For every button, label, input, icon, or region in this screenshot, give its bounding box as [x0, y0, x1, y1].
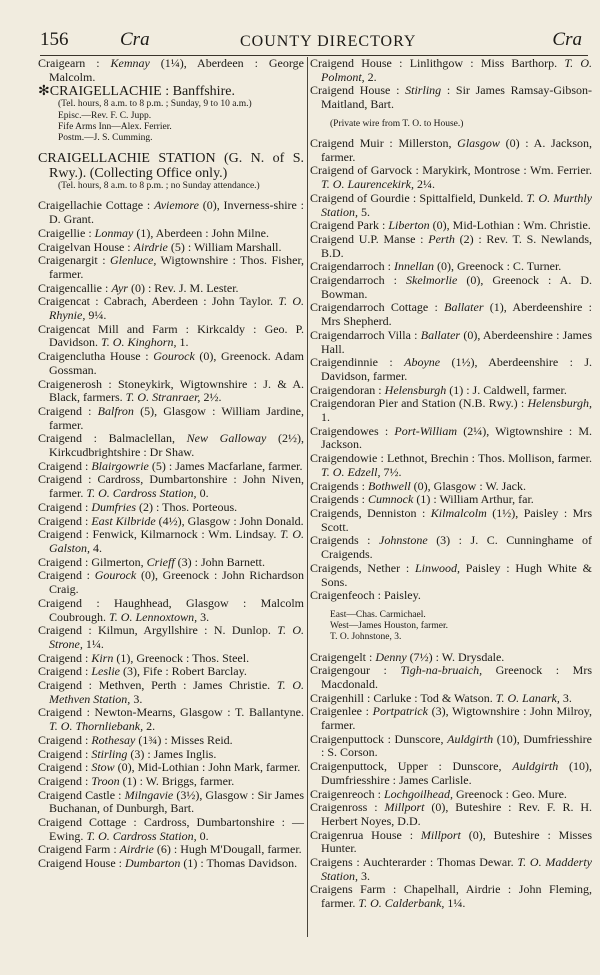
directory-entry [38, 775, 304, 789]
entry-detail: 2. [367, 69, 377, 84]
entry-post-town: Blairgowrie [91, 458, 149, 473]
entry-detail: (6) : Hugh M'Dougall, farmer. [156, 842, 302, 857]
directory-entry [310, 788, 592, 802]
entry-name: CRAIGELLACHIE STATION [38, 151, 216, 167]
entry-name: Craigencat Mill and Farm : Kirkcaldy : Geo. P. Davidson. [38, 321, 304, 350]
entry-detail: Wigtownshire : Thos. Fisher, farmer. [49, 253, 305, 281]
entry-post-town: Bothwell [368, 478, 411, 493]
entry-name: Craigenreoch : [310, 786, 381, 801]
entry-detail: (0), Inverness-shire : D. Grant. [49, 198, 305, 227]
entry-detail: (2) : Thos. Porteous. [139, 499, 238, 514]
entry-post-town: Dumbarton [124, 856, 181, 871]
directory-entry [310, 651, 592, 665]
entry-post-town: T. O. Murthly Station, [321, 190, 593, 219]
directory-entry [310, 692, 592, 706]
entry-post-town: Linwood, [414, 560, 460, 575]
entry-detail: (0), Buteshire : Rev. F. R. H. Herbert Noyes, D.D. [321, 800, 593, 828]
entry-post-town: T. O. Stranraer, [125, 390, 201, 405]
directory-entry [310, 664, 592, 691]
entry-detail: (5) : William Marshall. [170, 239, 282, 254]
entry-post-town: Ballater [444, 300, 484, 315]
spacer [310, 603, 592, 610]
entry-detail: (1¼), Aberdeen : George Malcolm. [49, 56, 304, 84]
directory-entry [310, 164, 592, 191]
entry-detail: 2½. [203, 390, 222, 405]
directory-entry [38, 295, 304, 322]
entry-name: Craigends, Denniston : [310, 506, 426, 520]
entry-post-town: T. O. Rhynie, [49, 294, 304, 323]
entry-name: Craigend of Gourdie : Spittalfield, Dunkeld. [310, 190, 524, 205]
entry-name: Craigend : Methven, Perth : James Christie. [38, 678, 271, 693]
entry-detail: (5), Glasgow : William Jardine, farmer. [49, 403, 305, 432]
entry-detail: (3) : J. C. Cunninghame of Craigends. [321, 533, 593, 562]
directory-entry [38, 473, 304, 500]
entry-post-town: Gourock [94, 568, 137, 583]
entry-detail: (0), Aberdeenshire : James Hall. [321, 327, 593, 356]
entry-name: Craigend of Garvock : Marykirk, Montrose : Wm. Ferrier. [310, 163, 592, 178]
entry-detail: Paisley : Hugh White & Sons. [321, 560, 592, 589]
entry-name: Craigend : [38, 458, 89, 473]
directory-entry [38, 679, 304, 706]
page-header [40, 28, 588, 54]
directory-note: T. O. Johnstone, 3. [330, 632, 402, 643]
directory-entry [38, 350, 304, 377]
entry-name: Craigenross : [310, 800, 378, 815]
entry-name: Craigendowie : Lethnot, Brechin : Thos. Mollison, farmer. [310, 451, 592, 466]
directory-entry [38, 706, 304, 733]
directory-entry [310, 84, 592, 111]
entry-name: Craigendoran Pier and Station (N.B. Rwy.) : [310, 396, 525, 411]
entry-detail: 3. [361, 868, 371, 883]
entry-name: Craigellachie Cottage : [38, 198, 151, 213]
directory-entry [38, 816, 304, 843]
entry-post-town: T. O. Thornliebank, [49, 719, 144, 734]
entry-name: Craigendoran : [310, 382, 382, 397]
entry-name: Craigens Farm : Chapelhall, Airdrie : John Fleming, farmer. [310, 882, 592, 911]
entry-detail: 2. [146, 719, 156, 734]
directory-entry [38, 597, 304, 624]
entry-detail: (3), Fife : Robert Barclay. [123, 664, 247, 679]
entry-name: Craigenclutha House : [38, 349, 149, 364]
entry-post-town: T. O. Lanark, [495, 690, 560, 705]
directory-entry [310, 329, 592, 356]
entry-detail: 0. [199, 828, 209, 843]
entry-name: Craigend Cottage : Cardross, Dumbartonshire : — Ewing. [38, 815, 304, 843]
directory-entry [38, 432, 304, 459]
entry-name: Craigend Castle : [38, 787, 122, 802]
entry-detail: (0), Greenock : John Richardson Craig. [49, 568, 305, 597]
entry-name: Craigend : Cardross, Dumbartonshire : John Niven, farmer. [38, 472, 304, 501]
entry-name: Craigend : Balmaclellan, [38, 431, 175, 446]
entry-detail: (1) : Thomas Davidson. [183, 856, 298, 871]
entry-name: Craigendarroch : [310, 273, 397, 288]
entry-detail: 5. [361, 204, 371, 219]
directory-note: Fife Arms Inn—Alex. Ferrier. [58, 121, 172, 132]
entry-detail: (2) : Rev. T. S. Newlands, B.D. [321, 231, 593, 260]
entry-name: Craigend : [38, 773, 89, 788]
entry-name: Craigend House : [38, 856, 122, 871]
entry-post-town: New Galloway [186, 431, 267, 446]
entry-post-town: Stow [91, 760, 115, 775]
entry-detail: (4½), Glasgow : John Donald. [158, 513, 304, 528]
entry-detail: (1), Greenock : Thos. Steel. [116, 650, 250, 665]
entry-name: Craigend : [38, 403, 92, 418]
left-column [38, 57, 304, 871]
entry-detail: 1. [321, 410, 330, 425]
entry-name: Craigend : Newton-Mearns, Glasgow : T. Ballantyne. [38, 705, 304, 720]
directory-entry [38, 227, 304, 241]
entry-post-town: Helensburgh [384, 382, 447, 397]
entry-name: Craigend : Haughhead, Glasgow : Malcolm Coubrough. [38, 595, 304, 624]
entry-post-town: Cumnock [368, 492, 414, 507]
entry-post-town: T. O. Edzell, [321, 464, 381, 479]
directory-entry [38, 624, 304, 651]
directory-entry [310, 856, 592, 883]
directory-entry [38, 323, 304, 350]
entry-post-town: Leslie [91, 664, 120, 679]
entry-detail: 3. [200, 609, 210, 624]
entry-post-town: Troon [91, 773, 120, 788]
entry-name: Craigends, Nether : [310, 560, 410, 575]
entry-post-town: T. O. Cardross Station, [86, 486, 197, 501]
entry-post-town: Denny [375, 649, 407, 664]
entry-name: Craigenerosh : Stoneykirk, Wigtownshire : J. & A. Black, farmers. [38, 376, 304, 405]
directory-entry [310, 192, 592, 219]
entry-detail: (0), Glasgow : W. Jack. [413, 478, 526, 493]
directory-entry [38, 556, 304, 570]
entry-name: Craigend : Fenwick, Kilmarnock : Wm. Lindsay. [38, 527, 277, 542]
directory-note: Postm.—J. S. Cumming. [58, 133, 153, 144]
directory-entry [310, 274, 592, 301]
entry-detail: 9¼. [88, 308, 107, 323]
entry-detail: Greenock : Mrs Macdonald. [321, 663, 593, 691]
entry-name: Craigenlee : [310, 704, 369, 719]
directory-entry [310, 219, 592, 233]
entry-detail: (3½), Glasgow : Sir James Buchanan, of Dunburgh, Bart. [49, 787, 305, 816]
entry-detail: (0) : Rev. J. M. Lester. [130, 280, 239, 295]
entry-detail: (1¾) : Misses Reid. [138, 732, 233, 747]
entry-detail: (1) : William Arthur, far. [416, 492, 534, 507]
entry-detail: (10), Dumfriesshire : James Carlisle. [321, 759, 593, 787]
entry-name: Craigend : [38, 760, 89, 775]
entry-name: Craigend Park : [310, 218, 386, 233]
entry-detail: (1) : W. Briggs, farmer. [122, 773, 235, 788]
directory-note: (Private wire from T. O. to House.) [330, 118, 464, 129]
entry-name: Craigend Farm : [38, 842, 117, 857]
entry-post-town: Lochgoilhead, [383, 786, 453, 801]
entry-post-town: Kilmalcolm [430, 506, 487, 520]
directory-entry [310, 829, 592, 856]
entry-post-town: Tigh-na-bruaich, [400, 663, 483, 678]
directory-entry [310, 384, 592, 398]
directory-entry [310, 760, 592, 787]
entry-post-town: Skelmorlie [406, 273, 458, 288]
entry-name: Craigend U.P. Manse : [310, 231, 424, 246]
directory-entry [38, 378, 304, 405]
entry-name: Craigengelt : [310, 649, 373, 664]
entry-name: Craigenrua House : [310, 827, 414, 842]
entry-post-town: Airdrie [119, 842, 154, 857]
entry-post-town: Milngavie [124, 787, 174, 802]
directory-entry [310, 57, 592, 84]
entry-detail: (1) : J. Caldwell, farmer. [449, 382, 567, 397]
entry-detail: (3) : James Inglis. [130, 746, 217, 761]
entry-post-town: T. O. Galston, [49, 527, 305, 555]
directory-entry [310, 507, 592, 534]
entry-detail: 2¼. [416, 177, 435, 192]
directory-entry [310, 397, 592, 424]
entry-name: Craigendarroch Cottage : [310, 300, 438, 315]
directory-entry [38, 254, 304, 281]
directory-entry [38, 789, 304, 816]
entry-name: Craigelvan House : [38, 239, 131, 254]
entry-name: Craigendowes : [310, 423, 389, 438]
directory-entry [310, 733, 592, 760]
entry-name: Craigend House : Linlithgow : Miss Barthorp. [310, 56, 558, 70]
entry-name: Craigend : [38, 746, 89, 761]
entry-post-town: Auldgirth [512, 759, 559, 774]
entry-name: Craigend : [38, 499, 89, 514]
entry-detail: 1¼. [447, 896, 466, 911]
entry-post-town: Stirling [91, 746, 128, 761]
directory-note: East—Chas. Carmichael. [330, 609, 426, 620]
entry-detail: (0), Mid-Lothian : John Mark, farmer. [117, 760, 301, 775]
page-title: COUNTY DIRECTORY [240, 33, 417, 50]
directory-entry [310, 589, 592, 603]
entry-name: Craigends : [310, 492, 365, 507]
directory-entry [38, 151, 304, 181]
entry-detail: 1. [179, 335, 189, 350]
entry-detail: 3. [133, 691, 143, 706]
entry-post-town: Kemnay [110, 56, 150, 70]
entry-name: Craigendinnie : [310, 355, 393, 370]
entry-name: Craigencat : Cabrach, Aberdeen : John Taylor. [38, 294, 274, 309]
entry-post-town: Aviemore [154, 198, 199, 213]
directory-entry [310, 356, 592, 383]
entry-name: Craigendarroch Villa : [310, 327, 418, 342]
entry-post-town: Glenluce, [110, 253, 157, 268]
directory-note: (Tel. hours, 8 a.m. to 8 p.m. ; no Sunday attendance.) [58, 181, 260, 192]
entry-post-town: T. O. Laurencekirk, [321, 177, 414, 192]
entry-post-town: Dumfries [91, 499, 136, 514]
directory-note: Episc.—Rev. F. C. Jupp. [58, 110, 152, 121]
directory-entry [38, 761, 304, 775]
entry-name: Craigend : [38, 650, 89, 665]
entry-name: Craigencallie : [38, 280, 109, 295]
directory-entry [38, 241, 304, 255]
directory-entry [38, 734, 304, 748]
directory-entry [38, 857, 304, 871]
directory-entry [310, 425, 592, 452]
entry-name: Craigenfeoch : Paisley. [310, 588, 421, 603]
entry-post-town: Airdrie [133, 239, 168, 254]
entry-detail: Greenock : Geo. Mure. [455, 786, 567, 801]
entry-post-town: Glasgow [457, 136, 500, 151]
entry-post-town: Portpatrick [372, 704, 428, 719]
entry-name: ✻CRAIGELLACHIE : [38, 84, 170, 100]
directory-entry [310, 301, 592, 328]
entry-name: Craigenargit : [38, 253, 106, 268]
entry-detail: (10), Dumfriesshire : S. Corson. [321, 731, 592, 760]
entry-detail: (0), Mid-Lothian : Wm. Christie. [432, 218, 591, 233]
directory-entry [38, 405, 304, 432]
entry-name: Craigend : [38, 664, 89, 679]
directory-note: (Tel. hours, 8 a.m. to 8 p.m. ; Sunday, 9 to 10 a.m.) [58, 99, 252, 110]
entry-post-town: Auldgirth [447, 731, 494, 746]
entry-post-town: Innellan [393, 259, 434, 274]
directory-entry [310, 705, 592, 732]
entry-detail: (G. N. of S. Rwy.). (Collecting Office only.) [49, 151, 304, 182]
entry-detail: 1¼. [85, 636, 104, 651]
left-running-head: Cra [120, 29, 150, 50]
directory-entry [38, 515, 304, 529]
entry-post-town: Crieff [146, 554, 175, 569]
entry-post-town: T. O. Polmont, [321, 56, 593, 84]
entry-post-town: Perth [428, 231, 455, 246]
entry-detail: (0), Buteshire : Misses Hunter. [321, 827, 592, 856]
entry-post-town: T. O. Cardross Station, [86, 828, 197, 843]
entry-name: Craigens : Auchterarder : Thomas Dewar. [310, 855, 514, 870]
directory-entry [310, 480, 592, 494]
entry-post-town: East Kilbride [91, 513, 156, 528]
entry-name: Craigend : Gilmerton, [38, 554, 144, 569]
entry-name: Craigenputtock : Dunscore, [310, 731, 444, 746]
entry-post-town: Liberton [388, 218, 430, 233]
directory-entry [38, 652, 304, 666]
entry-name: Craigends : [310, 478, 365, 493]
entry-detail: 7½. [383, 464, 402, 479]
directory-entry [310, 562, 592, 589]
entry-detail: 0. [199, 486, 209, 501]
entry-detail: (0), Greenock. Adam Gossman. [49, 349, 304, 377]
entry-name: Craigengour : [310, 663, 387, 678]
entry-name: Craigendarroch : [310, 259, 391, 274]
entry-detail: : Sir James Ramsay-Gibson-Maitland, Bart. [321, 83, 593, 112]
directory-entry [310, 883, 592, 910]
entry-name: Craigends : [310, 533, 371, 548]
entry-name: Craigend House : [310, 83, 400, 98]
directory-entry [38, 748, 304, 762]
directory-entry [38, 569, 304, 596]
entry-post-town: T. O. Lennoxtown, [109, 609, 198, 624]
entry-detail: (1), Aberdeen : John Milne. [136, 225, 269, 240]
entry-detail: (7½) : W. Drysdale. [409, 649, 505, 664]
directory-entry [310, 534, 592, 561]
entry-detail: Banffshire. [172, 84, 235, 100]
entry-detail: 3. [562, 690, 572, 705]
directory-entry [310, 233, 592, 260]
directory-entry [310, 452, 592, 479]
directory-entry [38, 460, 304, 474]
entry-name: Craigend : [38, 568, 91, 583]
directory-entry [310, 260, 592, 274]
entry-detail: (3) : John Barnett. [177, 554, 265, 569]
directory-entry [38, 665, 304, 679]
directory-note: West—James Houston, farmer. [330, 621, 448, 632]
directory-entry [38, 57, 304, 84]
entry-detail: (2¼), Wigtownshire : M. Jackson. [321, 423, 593, 452]
right-running-head: Cra [552, 29, 582, 50]
directory-entry [310, 137, 592, 164]
entry-name: Craigellie : [38, 225, 92, 240]
directory-entry [38, 528, 304, 555]
entry-detail: (2½), Kirkcudbrightshire : Dr Shaw. [49, 431, 305, 460]
entry-detail: (0), Greenock : A. D. Bowman. [321, 273, 593, 301]
entry-post-town: T. O. Madderty Station, [321, 855, 593, 883]
entry-detail: (1½), Aberdeenshire : J. Davidson, farmer. [321, 355, 593, 383]
entry-name: Craigend Muir : Millerston, [310, 136, 452, 151]
directory-entry [310, 801, 592, 828]
directory-entry [38, 282, 304, 296]
entry-detail: (0) : A. Jackson, farmer. [321, 136, 593, 164]
entry-post-town: Millport [420, 827, 461, 842]
entry-detail: (1), Aberdeenshire : Mrs Shepherd. [321, 300, 593, 329]
entry-detail: (1½), Paisley : Mrs Scott. [321, 506, 593, 534]
entry-post-town: Millport [384, 800, 425, 815]
entry-name: Craigend : [38, 732, 89, 747]
entry-post-town: Port-William [394, 423, 458, 438]
entry-detail: 4. [93, 541, 103, 555]
right-column [310, 57, 592, 911]
entry-post-town: T. O. Methven Station, [49, 678, 305, 706]
entry-post-town: Stirling [405, 83, 442, 98]
entry-post-town: Ballater [420, 327, 461, 342]
entry-post-town: Lonmay [94, 225, 134, 240]
spacer [38, 144, 304, 151]
entry-name: Craigenhill : Carluke : Tod & Watson. [310, 690, 493, 705]
directory-entry [38, 501, 304, 515]
entry-post-town: T. O. Strone, [49, 623, 305, 651]
entry-detail: (0), Greenock : C. Turner. [436, 259, 562, 274]
entry-post-town: Rothesay [91, 732, 136, 747]
entry-name: Craigend : [38, 513, 89, 528]
entry-post-town: T. O. Kinghorn, [101, 335, 177, 350]
entry-name: Craigearn : [38, 56, 100, 70]
entry-post-town: Gourock [153, 349, 195, 364]
directory-entry [310, 493, 592, 507]
entry-post-town: Helensburgh, [527, 396, 593, 411]
page-number: 156 [40, 29, 69, 50]
entry-name: Craigenputtock, Upper : Dunscore, [310, 759, 502, 774]
directory-entry [38, 84, 304, 99]
spacer [310, 112, 592, 119]
entry-post-town: Aboyne [404, 355, 441, 370]
entry-post-town: Johnstone [379, 533, 428, 548]
entry-name: Craigend : Kilmun, Argyllshire : N. Dunlop. [38, 623, 271, 638]
column-divider [307, 57, 308, 937]
entry-post-town: Kirn [91, 650, 114, 665]
directory-entry [38, 199, 304, 226]
entry-post-town: Ayr [111, 280, 128, 295]
directory-entry [38, 843, 304, 857]
entry-post-town: Balfron [97, 403, 134, 418]
entry-detail: (3), Wigtownshire : John Milroy, farmer. [321, 704, 593, 733]
entry-detail: (5) : James Macfarlane, farmer. [151, 458, 303, 473]
entry-post-town: T. O. Calderbank, [358, 896, 445, 911]
